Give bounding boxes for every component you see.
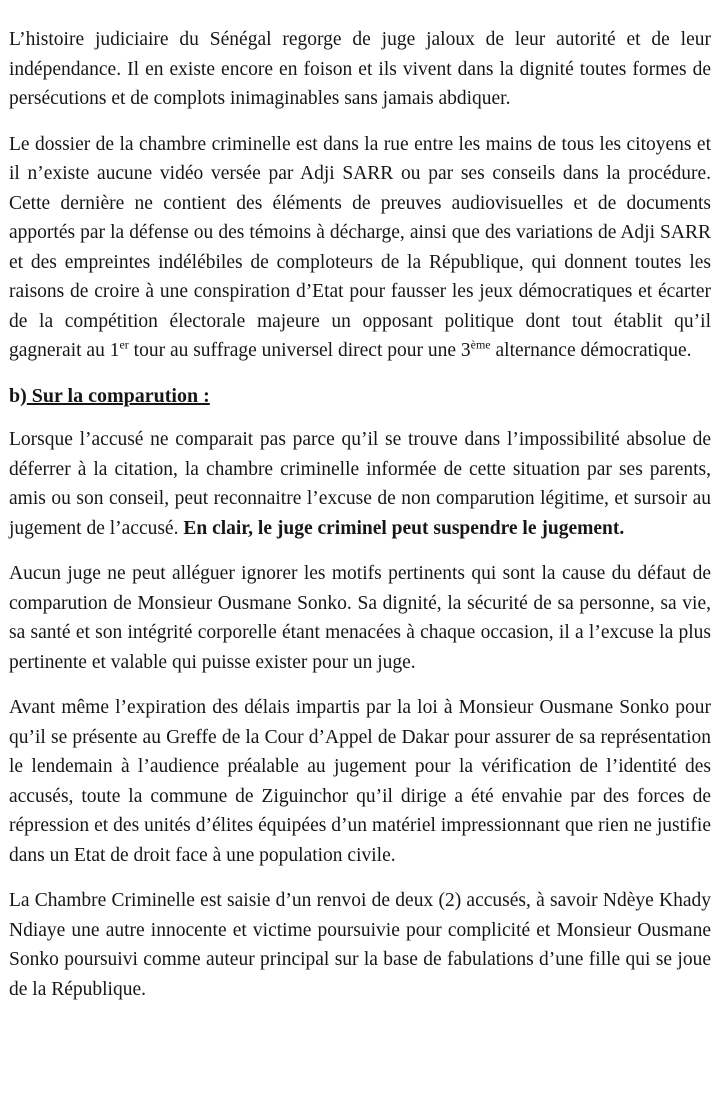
paragraph-lorsque-accuse: [9, 425, 711, 543]
paragraph-histoire-judiciaire: L’histoire judiciaire du Sénégal regorge de juge jaloux de leur autorité et de leur indépendance. Il en existe encore en foison et ils vivent dans la dignité toutes formes de persécutions et de complots inimaginables sans jamais abdiquer.: [9, 29, 711, 109]
paragraph-dossier-run-1: Le dossier de la chambre criminelle est dans la rue entre les mains de tous les citoyens et il n’existe aucune vidéo versée par Adji SARR ou par ses conseils dans la procédure. Cette dernière ne contient des éléments de preuves audiovisuelles et de documents apportés par la défense ou des témoins à décharge, ainsi que des variations de Adji SARR et des empreintes indélébiles de comploteurs de la République, qui donnent toutes les raisons de croire à une conspiration d’Etat pour fausser les jeux démocratiques et écarter de la compétition électorale majeure un opposant politique dont tout établit qu’il gagnerait au 1: [9, 133, 711, 361]
paragraph-chambre-criminelle: La Chambre Criminelle est saisie d’un renvoi de deux (2) accusés, à savoir Ndèye Khady Ndiaye une autre innocente et victime poursuivie pour complicité et Monsieur Ousmane Sonko poursuivi comme auteur principal sur la base de fabulations d’une fille qui se joue de la République.: [9, 890, 711, 1000]
section-heading-prefix: b): [9, 384, 27, 407]
section-heading-title: Sur la comparution :: [26, 384, 210, 407]
paragraph-avant-meme: Avant même l’expiration des délais impartis par la loi à Monsieur Ousmane Sonko pour qu’il se présente au Greffe de la Cour d’Appel de Dakar pour assurer de sa représentation le lendemain à l’audience préalable au jugement pour la vérification de l’identité des accusés, toute la commune de Ziguinchor qu’il dirige a été envahie par des forces de répression et des unités d’élites équipées d’un matériel impressionnant que rien ne justifie dans un Etat de droit face à une population civile.: [9, 697, 711, 866]
ordinal-superscript-eme: ème: [470, 337, 491, 352]
paragraph-dossier-chambre: [9, 130, 711, 366]
paragraph-lorsque-run-bold: En clair, le juge criminel peut suspendre le jugement.: [183, 517, 625, 539]
paragraph-lorsque-run-normal: Lorsque l’accusé ne comparait pas parce qu’il se trouve dans l’impossibilité absolue de déferrer à la citation, la chambre criminelle informée de cette situation par ses parents, amis ou son conseil, peut reconnaitre l’excuse de non comparution légitime, et sursoir au jugement de l’accusé.: [9, 429, 711, 539]
section-heading-comparution: [9, 382, 711, 412]
ordinal-superscript-er: er: [119, 337, 129, 352]
paragraph-dossier-run-2: tour au suffrage universel direct pour une 3: [128, 340, 471, 361]
paragraph-dossier-run-3: alternance démocratique.: [490, 340, 692, 361]
paragraph-aucun-juge: Aucun juge ne peut alléguer ignorer les motifs pertinents qui sont la cause du défaut de comparution de Monsieur Ousmane Sonko. Sa dignité, la sécurité de sa personne, sa vie, sa santé et son intégrité corporelle étant menacées à chaque occasion, il a l’excuse la plus pertinente et valable qui puisse exister pour un juge.: [9, 563, 711, 673]
